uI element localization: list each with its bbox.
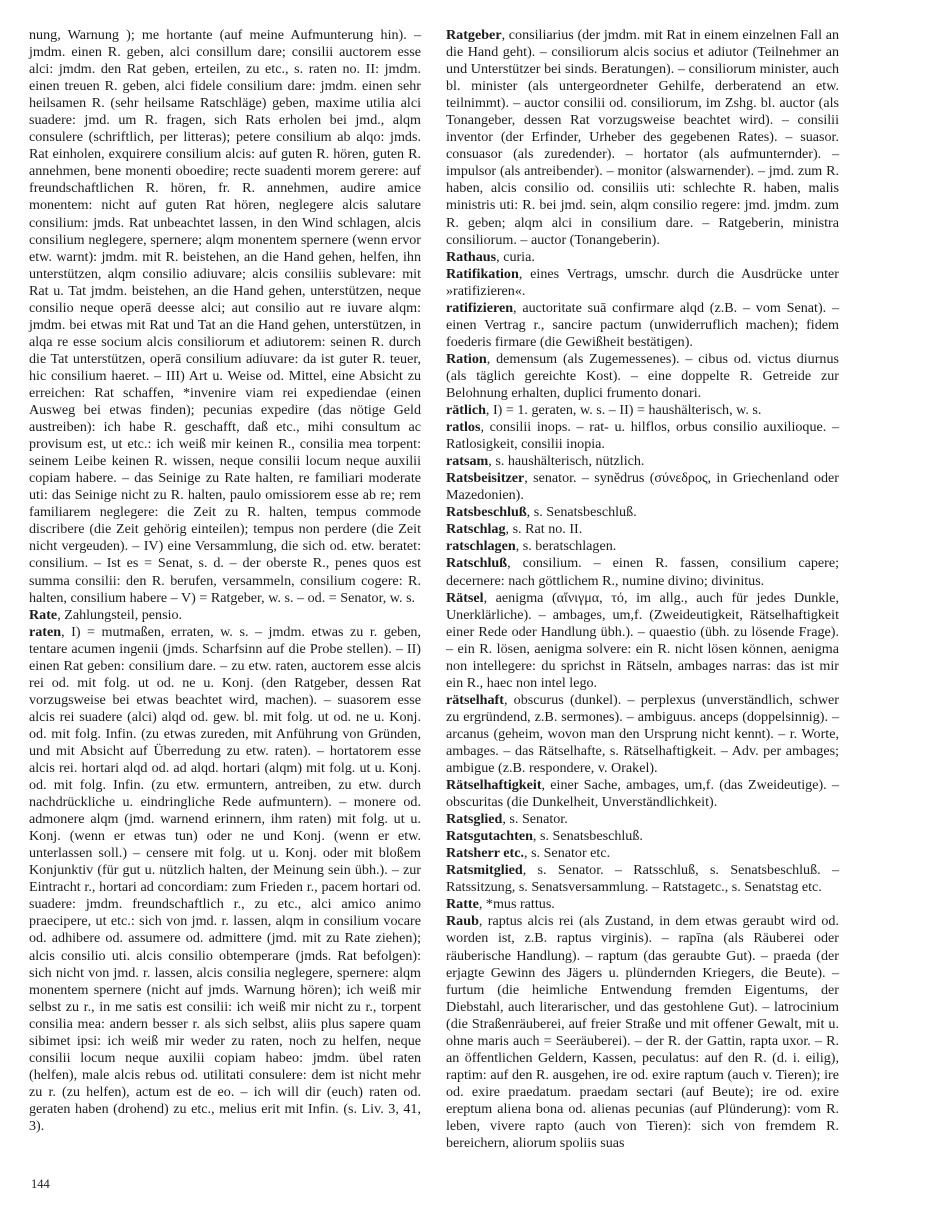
dictionary-entry (446, 777, 839, 811)
entry-headword: ratsam (446, 453, 489, 470)
dictionary-entry (446, 862, 839, 896)
entry-headword: Rätsel (446, 589, 484, 606)
dictionary-entry (446, 470, 839, 504)
entry-headword: Ratifikation (446, 265, 519, 282)
entry-headword: Ratsherr etc. (446, 845, 525, 862)
dictionary-entry (29, 607, 421, 624)
entry-text: , einer Sache, ambages, um,f. (das Zweideutige). – obscuritas (die Dunkelheit, Unverständlichkeit). (446, 777, 839, 811)
entry-text: , senator. – synĕdrus (σύνεδρος, in Griechenland oder Mazedonien). (446, 470, 839, 504)
entry-text: , s. beratschlagen. (515, 538, 617, 555)
entry-headword: Ratschlag (446, 521, 506, 538)
entry-headword: Raub (446, 913, 479, 930)
dictionary-entry (446, 351, 839, 402)
entry-text: , I) = mutmaßen, erraten, w. s. – jmdm. etwas zu r. geben, tentare acumen ingenii (jmds. Scharfsinn auf die Probe stellen). – II) einen Rat geben: consilium dare. – zu etw. raten, auctorem esse alcis rei od. mit folg. ut od. ne u. Konj. (den Ratgeber, dessen Rat vorzugsweise bei etwas beachtet wird, machen). – suasorem esse alcis rei suadere (alci) alqd od. gew. bl. mit folg. ut od. ne u. Konj. od. mit folg. Infin. (zu etwas zureden, mit Anführung von Gründen, und mit Absicht auf Überredung zu etw. raten). – hortatorem esse alcis rei. hortari alqd od. ad alqd. hortari (alqm) mit folg. ut u. Konj. od. mit folg. Infin. (zu etw. ermuntern, antreiben, zu etw. durch nachdrückliche u. eindringliche Rede aufmuntern). – monere od. admonere alqm (jmd. warnend erinnern, ihm raten) mit folg. ut u. Konj. (wenn er etwas tun) oder ne und Konj. (wenn er etw. unterlassen soll.) – censere mit folg. ut u. Konj. oder mit bloßem Konjunktiv (für gut u. nützlich halten, der Meinung sein übh.). – zur Eintracht r., hortari ad concordiam: zum Frieden r., pacem hortari od. suadere: jmdm. freundschaftlich r., zu etc., alci amico animo praecipere, ut etc.: sich von jmd. r. lassen, alqm in consilium vocare od. adhibere od. assumere od. admittere (jmd. mit zu Rate ziehen); alcis consilio uti. alcis consilio obtemperare (jmds. Rat befolgen): sich nicht von jmd. r. lassen, alcis consilia neglegere, spernere: alqm monentem spernere (nicht auf jmds. Warnung hören); ich weiß mir selbst zu r., in me satis est consilii: ich weiß mir nicht zu r., torpent consilia mea: andern besser r. als sich selbst, aliis plus sapere quam sibimet ipsi: ich weiß mir weder zu raten, noch zu helfen, neque consilii locum neque auxilii copiam habeo: jmdm. übel raten (helfen), male alcis rebus od. utilitati consulere: dem ist nicht mehr zu r. (zu helfen), actum est de eo. – ich will dir (euch) raten od. geraten haben (drohend) zu etc., melius erit mit Infin. (s. Liv. 3, 41, 3). (29, 623, 421, 1134)
entry-text: , raptus alcis rei (als Zustand, in dem etwas geraubt wird od. worden ist, z.B. raptus virginis). – rapīna (als Räuberei oder räuberische Handlung). – raptum (das geraubte Gut). – praeda (der erjagte Gewinn des Jägers u. plündernden Kriegers, die Beute). – furtum (die heimliche Entwendung fremden Eigentums, der Diebstahl, auch literarischer, und das gestohlene Gut). – latrocinium (die Straßenräuberei, auf freier Straße und mit offener Gewalt, mit u. ohne maris auch = Seeräuberei). – der R. der Gattin, rapta uxor. – R. an öffentlichen Geldern, Kassen, peculatus: auf den R. (d. i. eilig), raptim: auf den R. ausgehen, ire od. exire raptum (auch v. Tieren); ire od. exire praedatum. praedam sectari (auf Beute); ire od. exire ereptum aliena bona od. alienas pecunias (auf Plünderung): vom R. leben, vivere rapto (auch von Tieren): sich von fremdem R. bereichern, aliorum spoliis suas (446, 913, 839, 1152)
dictionary-entry (446, 538, 839, 555)
dictionary-entry (446, 845, 839, 862)
dictionary-entry (29, 27, 421, 607)
entry-text: , curia. (496, 248, 535, 265)
entry-text: , Zahlungsteil, pensio. (57, 606, 183, 623)
dictionary-entry (446, 402, 839, 419)
entry-text: , s. Senatsbeschluß. (532, 828, 643, 845)
entry-text: nung, Warnung ); me hortante (auf meine Aufmunterung hin). – jmdm. einen R. geben, alci consillum dare; consilii auctorem esse alci: jmdm. den Rat geben, erteilen, zu etc., s. raten no. II: jmdm. einen treuen R. geben, alci fidele consilium dare: jmdm. einen sehr heilsamen R. (sehr heilsame Ratschläge) geben, maxime utilia alci suadere: jmd. um R. fragen, sich Rats erholen bei jmd., alqm consulere (schriftlich, per litteras); petere consilium ab alqo: jmds. Rat einholen, exquirere consilium alcis: auf guten R. hören, guten R. annehmen, bene monenti oboedire; recte suadenti morem gerere: auf freundschaftlichen R. hören, fr. R. annehmen, audire amice monentem: nicht auf guten Rat hören, neglegere alcis salutare consilium: jmds. Rat unbeachtet lassen, in den Wind schlagen, alcis consilium neglegere, spernere; alqm monentem spernere (wenn ervor etw. warnt): jmdm. mit R. beistehen, an die Hand gehen, helfen, ihn unterstützen, alqm consilio adiuvare; alcis consiliis sublevare: mit Rat u. Tat jmdm. beistehen, an die Hand gehen, unterstützen, neque consilio neque operā deesse alci; aut consilio aut re iuvare alqm: jmdm. bei etwas mit Rat und Tat an die Hand gehen, unterstützen, in alqa re esse socium alcis consiliorum et adiutorem: seinen R. durch die Tat unterstützen, operā consilium adiuvare: da ist guter R. teuer, hic consilium haeret. – III) Art u. Weise od. Mittel, eine Absicht zu erreichen: Rat schaffen, *invenire viam rei expediendae (einen Ausweg bei etwas finden); pecunias expedire (das nötige Geld austreiben): ich habe R. geschafft, daß etc., mihi consultum ac provisum est, ut etc.: ich weiß mir keinen R., consilia mea torpent: seinem Leibe keinen R. wissen, neque consilii locum neque auxilii copiam habere. – das Seinige zu Rate halten, re familiari moderate uti: das Seinige nicht zu R. halten, paulo omissiorem esse ab re; rem familiarem neglegere: die Zeit zu R. halten, tempus commode discribere (die Zeit gehörig einteilen); tempus non perdere (die Zeit nicht vergeuden). – IV) eine Versammlung, die sich od. etw. beratet: consilium. – Ist es = Senat, s. d. – der oberste R., penes quos est summa consilii: den R. berufen, versammeln, consilium cogere: R. halten, consilium habere – V) = Ratgeber, w. s. – od. = Senator, w. s. (29, 27, 421, 606)
entry-headword: Ratsbeisitzer (446, 470, 525, 487)
entry-text: , s. Senatsbeschluß. (526, 504, 637, 521)
dictionary-entry (446, 896, 839, 913)
entry-headword: Ration (446, 350, 487, 367)
dictionary-entry (446, 266, 839, 300)
dictionary-entry (446, 590, 839, 692)
dictionary-entry (446, 249, 839, 266)
entry-text: , s. Senator. (502, 811, 568, 828)
entry-headword: Ratsmitglied (446, 862, 523, 879)
entry-headword: rätselhaft (446, 691, 504, 708)
entry-text: , s. haushälterisch, nützlich. (488, 453, 645, 470)
entry-text: , consilii inops. – rat- u. hilflos, orbus consilio auxilioque. – Ratlosigkeit, consilii inopia. (446, 419, 839, 453)
entry-headword: Ratsbeschluß (446, 504, 527, 521)
entry-headword: Ratsglied (446, 811, 503, 828)
left-column (29, 27, 421, 1135)
entry-headword: Ratte (446, 896, 479, 913)
dictionary-entry (446, 828, 839, 845)
dictionary-entry (446, 913, 839, 1152)
entry-text: , auctoritate suā confirmare alqd (z.B. – vom Senat). – einen Vertrag r., sancire pactum (unwiderruflich machen); fidem foederis firmare (die Gewißheit bestätigen). (446, 299, 839, 350)
entry-text: , consilium. – einen R. fassen, consilium capere; decernere: nach göttlichem R., numine divino; divinitus. (446, 555, 839, 589)
entry-headword: Rätselhaftigkeit (446, 777, 542, 794)
dictionary-entry (446, 27, 839, 249)
dictionary-entry (446, 504, 839, 521)
entry-headword: rätlich (446, 402, 486, 419)
entry-headword: Ratschluß (446, 555, 508, 572)
entry-headword: Ratgeber (446, 27, 502, 43)
entry-headword: Rate (29, 606, 58, 623)
dictionary-entry (446, 300, 839, 351)
dictionary-entry (446, 811, 839, 828)
entry-text: , s. Senator. – Ratsschluß, s. Senatsbeschluß. – Ratssitzung, s. Senatsversammlung. – Ratstagetc., s. Senatstag etc. (446, 862, 839, 896)
entry-text: , I) = 1. geraten, w. s. – II) = haushälterisch, w. s. (485, 402, 762, 419)
entry-headword: ratlos (446, 419, 481, 436)
entry-text: , eines Vertrags, umschr. durch die Ausdrücke unter »ratifizieren«. (446, 265, 839, 299)
entry-headword: Rathaus (446, 248, 497, 265)
entry-text: , aenigma (αἴνιγμα, τό, im allg., auch für jedes Dunkle, Unerklärliche). – ambages, um,f. (Zweideutigkeit, Rätselhaftigkeit einer Rede oder Handlung übh.). – quaestio (übh. zu lösende Frage). – ein R. lösen, aenigma solvere: ein R. nicht lösen können, aenigma non intellegere: du sprichst in Rätseln, ambages narras: das ist mir ein R., haec non intel lego. (446, 589, 839, 691)
right-column (446, 27, 839, 1152)
entry-headword: ratschlagen (446, 538, 516, 555)
entry-text: , s. Senator etc. (524, 845, 611, 862)
entry-headword: raten (29, 623, 62, 640)
dictionary-entry (446, 419, 839, 453)
entry-headword: ratifizieren (446, 299, 514, 316)
entry-text: , obscurus (dunkel). – perplexus (unverständlich, schwer zu ergründend, z.B. sermones). – ambiguus. anceps (doppelsinnig). – arcanus (geheim, wovon man den Ursprung nicht kennt). – r. Worte, ambages. – das Rätselhafte, s. Rätselhaftigkeit. – Adv. per ambages; ambigue (z.B. respondere, v. Orakel). (446, 691, 839, 777)
page-number: 144 (31, 1177, 50, 1191)
dictionary-entry (446, 692, 839, 777)
entry-headword: Ratsgutachten (446, 828, 533, 845)
entry-text: , *mus rattus. (478, 896, 555, 913)
dictionary-entry (29, 624, 421, 1135)
dictionary-entry (446, 521, 839, 538)
dictionary-entry (446, 555, 839, 589)
entry-text: , s. Rat no. II. (505, 521, 583, 538)
entry-text: , demensum (als Zugemessenes). – cibus od. victus diurnus (als täglich gereichte Kost). – eine doppelte R. Getreide zur Belohnung erhalten, duplici frumento donari. (446, 350, 839, 401)
dictionary-entry (446, 453, 839, 470)
entry-text: , consiliarius (der jmdm. mit Rat in einem einzelnen Fall an die Hand geht). – consiliorum alcis socius et adiutor (Teilnehmer an und Unterstützer bei sinds. Beratungen). – consiliorum minister, auch bl. minister (als untergeordneter Gehilfe, derberatend an etw. teilnimmt). – auctor consilii od. consiliorum, im Zshg. bl. auctor (als Tonangeber, dessen Rat vorzugsweise beachtet wird). – consilii inventor (der Erfinder, Urheber des gegebenen Rates). – suasor. consuasor (als zuredender). – hortator (als aufmunternder). – impulsor (als antreibender). – monitor (alswarnender). – jmd. zum R. haben, alcis consilio od. consiliis uti: schlechte R. haben, malis ministris uti: R. bei jmd. sein, alqm consilio regere: jmd. jmdm. zum R. geben; alqm alci in consilium dare. – Ratgeberin, ministra consiliorum. – auctor (Tonangeberin). (446, 27, 839, 248)
